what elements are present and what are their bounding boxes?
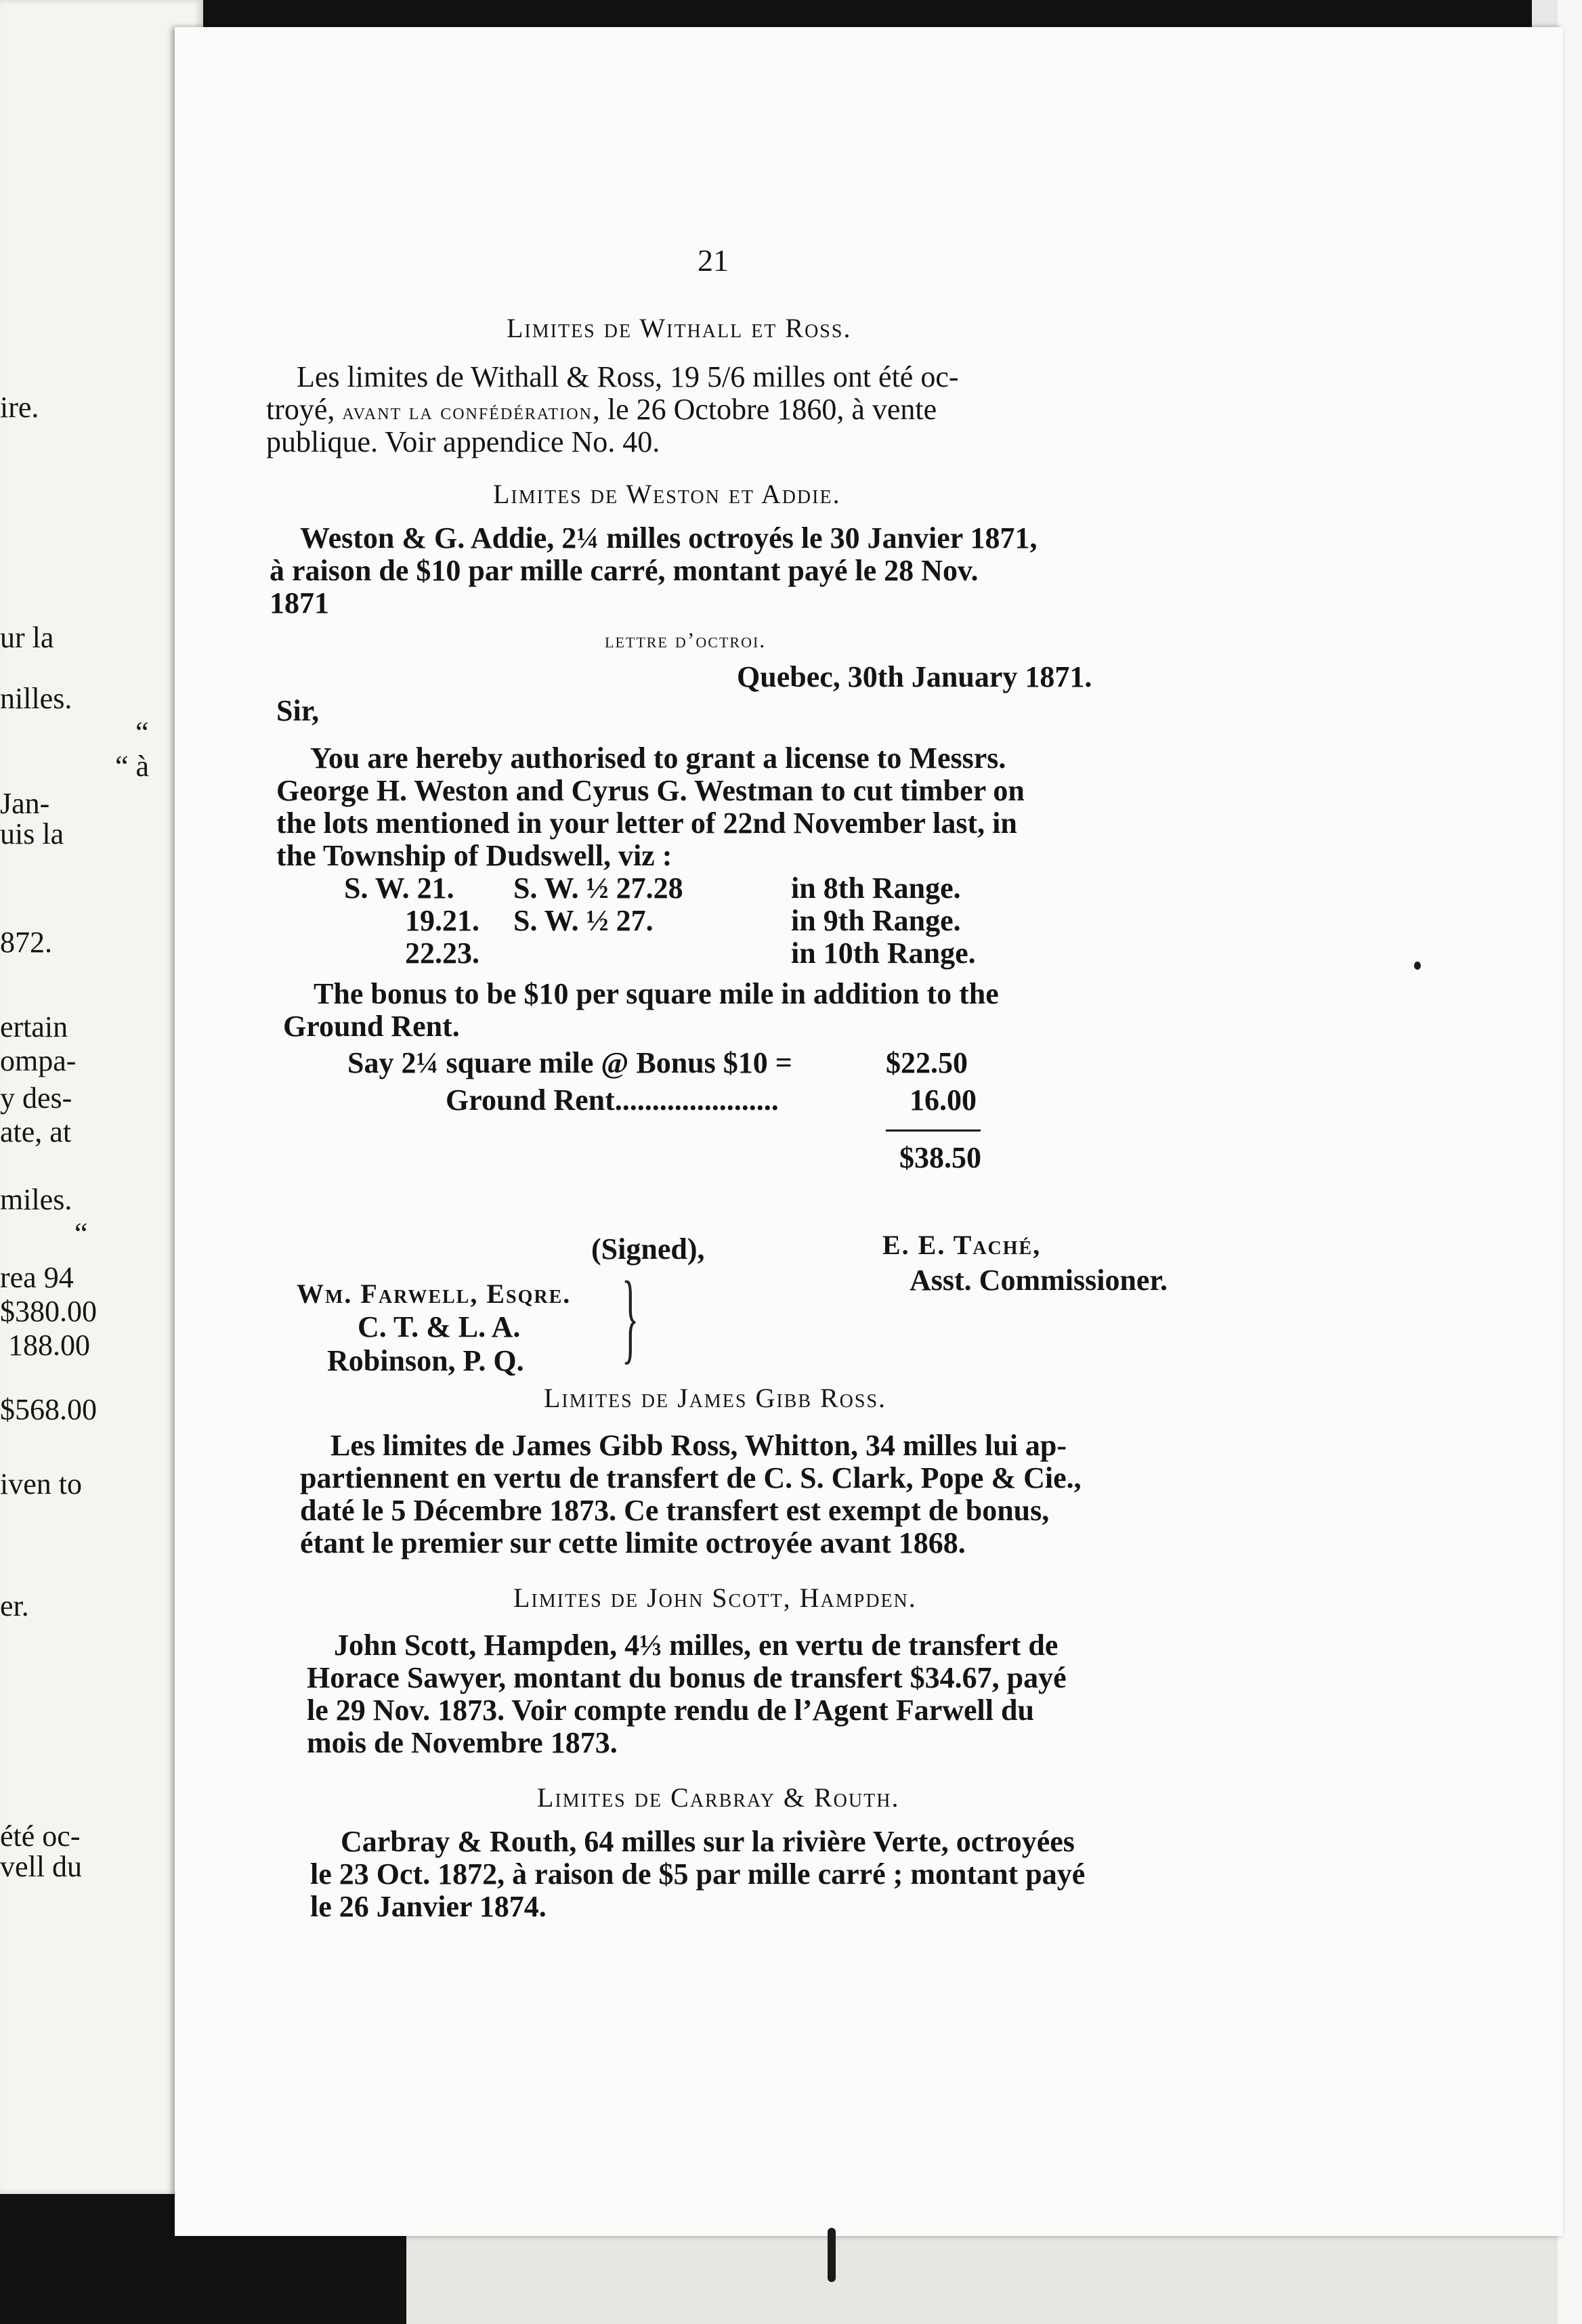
paragraph-line: Carbray & Routh, 64 milles sur la rivière Verte, octroyées <box>341 1825 1075 1858</box>
letter-dateline: Quebec, 30th January 1871. <box>737 660 1092 693</box>
left-fragment: iven to <box>0 1467 82 1501</box>
page-number: 21 <box>698 243 729 278</box>
lot-col-c: in 10th Range. <box>791 937 976 970</box>
letter-line: the lots mentioned in your letter of 22nd November last, in <box>276 806 1017 840</box>
lot-col-c: in 8th Range. <box>791 872 961 905</box>
signed-label: (Signed), <box>591 1232 705 1266</box>
letter-salutation: Sir, <box>276 694 320 727</box>
paragraph-line: partiennent en vertu de transfert de C. S. Clark, Pope & Cie., <box>300 1461 1082 1494</box>
paragraph-line: troyé, avant la confédération, le 26 Octobre 1860, à vente <box>266 393 937 426</box>
calc-say-value: $22.50 <box>886 1046 968 1079</box>
lot-col-b: S. W. ½ 27.28 <box>513 872 683 905</box>
letter-line: the Township of Dudswell, viz : <box>276 839 672 872</box>
lot-col-a: S. W. 21. <box>344 872 454 905</box>
left-fragment: “ <box>135 716 149 749</box>
calc-say-label: Say 2¼ square mile @ Bonus $10 = <box>347 1046 792 1079</box>
calc-ground-value: 16.00 <box>910 1083 977 1117</box>
left-fragment: er. <box>0 1589 29 1622</box>
left-fragment: y des- <box>0 1081 72 1115</box>
page-edge-bottom <box>406 2235 1558 2324</box>
recipient-line: Wm. Farwell, Esqre. <box>297 1278 572 1309</box>
paragraph-line: étant le premier sur cette limite octroyée avant 1868. <box>300 1526 966 1559</box>
ink-mark <box>828 2228 836 2282</box>
left-facing-page <box>0 0 203 2194</box>
left-fragment: été oc- <box>0 1820 81 1853</box>
heading-withall-ross: Limites de Withall et Ross. <box>507 313 852 343</box>
left-fragment: “ à <box>115 750 150 783</box>
left-fragment: ate, at <box>0 1115 72 1148</box>
left-fragment: ompa- <box>0 1044 77 1077</box>
left-fragment: miles. <box>0 1183 72 1216</box>
left-fragment: $568.00 <box>0 1393 97 1426</box>
paragraph-line: daté le 5 Décembre 1873. Ce transfert est exempt de bonus, <box>300 1494 1050 1527</box>
calc-total: $38.50 <box>899 1141 981 1174</box>
lot-col-a: 22.23. <box>405 937 479 970</box>
left-fragment: rea 94 <box>0 1261 74 1294</box>
left-fragment: Jan- <box>0 787 50 820</box>
recipient-line: C. T. & L. A. <box>358 1310 521 1343</box>
paragraph-line: Les limites de James Gibb Ross, Whitton, 34 milles lui ap- <box>330 1429 1067 1462</box>
heading-weston-addie: Limites de Weston et Addie. <box>493 479 841 509</box>
left-fragment: $380.00 <box>0 1295 97 1328</box>
brace-mark: } <box>622 1261 639 1373</box>
calc-ground-label: Ground Rent...................... <box>446 1083 779 1117</box>
lot-col-c: in 9th Range. <box>791 904 961 937</box>
paragraph-line: mois de Novembre 1873. <box>307 1726 618 1759</box>
signer-title: Asst. Commissioner. <box>910 1264 1168 1297</box>
lot-col-b: S. W. ½ 27. <box>513 904 654 937</box>
paragraph-line: 1871 <box>270 586 329 620</box>
letter-line: George H. Weston and Cyrus G. Westman to cut timber on <box>276 774 1025 807</box>
left-fragment: nilles. <box>0 682 72 715</box>
left-fragment: 872. <box>0 926 52 959</box>
lot-col-a: 19.21. <box>405 904 479 937</box>
heading-lettre-octroi: lettre d’octroi. <box>605 628 767 652</box>
paragraph-line: Horace Sawyer, montant du bonus de transfert $34.67, payé <box>307 1661 1067 1694</box>
heading-james-gibb-ross: Limites de James Gibb Ross. <box>544 1383 887 1413</box>
ink-speck <box>1414 962 1421 970</box>
left-fragment: uis la <box>0 817 64 851</box>
paragraph-line: Les limites de Withall & Ross, 19 5/6 milles ont été oc- <box>297 360 959 393</box>
paragraph-line: Weston & G. Addie, 2¼ milles octroyés le 30 Janvier 1871, <box>300 521 1038 555</box>
letter-line: The bonus to be $10 per square mile in addition to the <box>314 977 999 1010</box>
left-fragment: ire. <box>0 391 39 424</box>
letter-line: You are hereby authorised to grant a license to Messrs. <box>310 741 1006 775</box>
main-page <box>175 27 1563 2236</box>
paragraph-line: le 26 Janvier 1874. <box>310 1890 547 1923</box>
paragraph-line: à raison de $10 par mille carré, montant payé le 28 Nov. <box>270 554 979 587</box>
left-fragment: vell du <box>0 1850 82 1883</box>
signer-name: E. E. Taché, <box>882 1230 1042 1260</box>
left-fragment: ertain <box>0 1010 68 1043</box>
paragraph-line: le 29 Nov. 1873. Voir compte rendu de l’Agent Farwell du <box>307 1694 1034 1727</box>
left-fragment: 188.00 <box>8 1329 90 1362</box>
recipient-line: Robinson, P. Q. <box>327 1344 524 1377</box>
heading-john-scott: Limites de John Scott, Hampden. <box>513 1583 917 1613</box>
paragraph-line: publique. Voir appendice No. 40. <box>266 425 660 458</box>
left-fragment: ur la <box>0 621 54 654</box>
paragraph-line: le 23 Oct. 1872, à raison de $5 par mille carré ; montant payé <box>310 1857 1086 1891</box>
paragraph-line: John Scott, Hampden, 4⅓ milles, en vertu de transfert de <box>334 1629 1059 1662</box>
left-fragment: “ <box>74 1217 88 1250</box>
sum-rule <box>886 1129 981 1132</box>
letter-line: Ground Rent. <box>283 1010 460 1043</box>
heading-carbray-routh: Limites de Carbray & Routh. <box>537 1782 900 1813</box>
